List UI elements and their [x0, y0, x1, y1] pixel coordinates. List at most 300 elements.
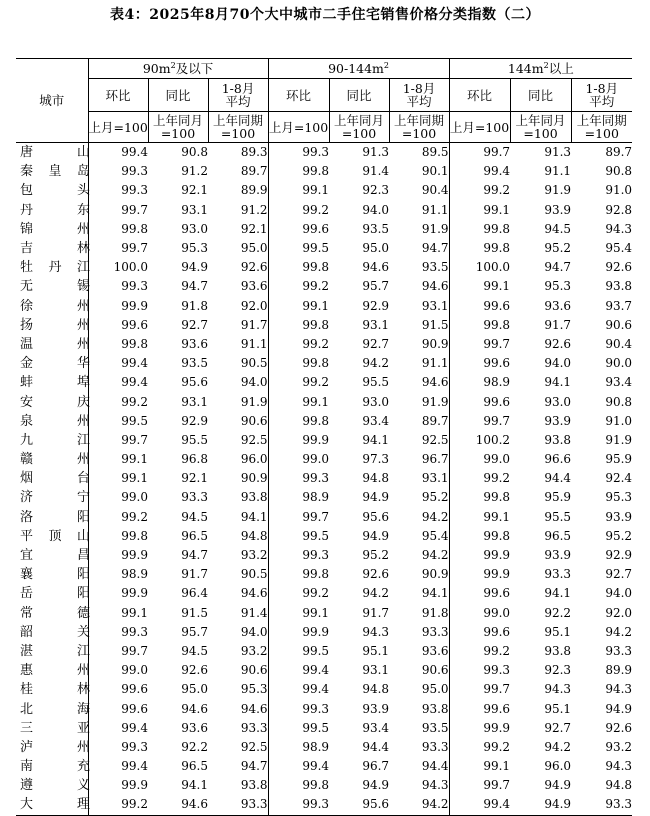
- index-value: 89.9: [240, 183, 268, 198]
- index-value: 92.8: [605, 202, 633, 217]
- index-value: 95.5: [544, 509, 572, 524]
- index-value: 99.4: [268, 757, 329, 776]
- index-value: 95.9: [544, 490, 572, 505]
- city-name: 韶 关: [20, 624, 90, 640]
- city-name: 泉 州: [20, 413, 90, 429]
- index-value: 93.3: [421, 739, 449, 754]
- index-value: 93.8: [240, 778, 268, 793]
- index-value: 93.6: [421, 643, 449, 658]
- index-value: 92.5: [240, 739, 268, 754]
- index-value: 92.0: [240, 298, 268, 313]
- index-value: 94.3: [421, 778, 449, 793]
- index-value: 99.8: [268, 412, 329, 431]
- index-value: 94.6: [421, 375, 449, 390]
- index-value: 94.2: [605, 624, 633, 639]
- index-value: 93.1: [421, 298, 449, 313]
- index-value: 99.0: [268, 450, 329, 469]
- index-value: 99.5: [268, 642, 329, 661]
- index-value: 91.2: [181, 164, 208, 179]
- index-value: 93.6: [240, 279, 268, 294]
- index-value: 99.2: [268, 201, 329, 220]
- index-value: 99.9: [88, 584, 148, 603]
- city-name: 烟 台: [20, 471, 90, 487]
- group-header-small: $90m^2$及以下: [88, 59, 268, 79]
- index-value: 93.4: [362, 720, 390, 735]
- index-value: 94.0: [240, 624, 268, 639]
- table-row: [16, 565, 632, 584]
- page-title: 表4：2025年8月70个大中城市二手住宅销售价格分类指数（二）: [110, 7, 540, 23]
- index-value: 91.7: [181, 567, 208, 582]
- index-value: 99.6: [88, 699, 148, 718]
- index-value: 93.5: [181, 356, 208, 371]
- index-value: 99.7: [88, 431, 148, 450]
- index-value: 93.3: [544, 567, 572, 582]
- index-value: 94.7: [181, 548, 208, 563]
- index-value: 100.0: [449, 258, 510, 277]
- index-value: 99.3: [88, 738, 148, 757]
- index-value: 90.4: [605, 336, 633, 351]
- city-name: 宜 昌: [20, 548, 90, 564]
- table-row: [16, 757, 632, 776]
- index-value: 92.3: [362, 183, 390, 198]
- index-value: 92.1: [181, 471, 208, 486]
- index-value: 93.1: [181, 394, 208, 409]
- index-value: 94.1: [181, 778, 208, 793]
- index-value: 93.3: [605, 797, 633, 812]
- index-value: 99.7: [449, 776, 510, 795]
- index-value: 93.9: [362, 701, 390, 716]
- index-value: 99.8: [88, 335, 148, 354]
- index-value: 99.7: [449, 335, 510, 354]
- index-value: 99.2: [268, 277, 329, 296]
- index-value: 93.4: [605, 375, 633, 390]
- index-value: 94.3: [605, 759, 633, 774]
- index-value: 98.9: [88, 565, 148, 584]
- city-name: 襄 阳: [20, 567, 90, 583]
- header-row-groups: [16, 59, 632, 79]
- index-value: 94.1: [421, 586, 449, 601]
- index-value: 94.1: [544, 375, 572, 390]
- index-value: 99.0: [449, 604, 510, 623]
- index-value: 93.6: [181, 336, 208, 351]
- index-value: 89.5: [421, 145, 449, 160]
- index-value: 92.2: [544, 605, 572, 620]
- index-value: 99.8: [268, 162, 329, 181]
- index-value: 99.8: [449, 527, 510, 546]
- index-value: 95.3: [605, 490, 633, 505]
- sub-header: 1-8月 平均: [571, 79, 632, 112]
- index-value: 99.7: [268, 508, 329, 527]
- base-header: 上月=100: [88, 112, 148, 143]
- header-row-bases: [16, 112, 632, 143]
- index-value: 92.0: [605, 605, 633, 620]
- index-value: 94.2: [421, 548, 449, 563]
- index-value: 99.9: [449, 719, 510, 738]
- index-value: 94.1: [240, 509, 268, 524]
- index-value: 99.3: [88, 623, 148, 642]
- index-value: 94.6: [240, 586, 268, 601]
- index-value: 99.9: [449, 546, 510, 565]
- index-value: 95.5: [181, 432, 208, 447]
- index-value: 94.8: [362, 471, 390, 486]
- index-value: 92.3: [544, 663, 572, 678]
- index-value: 94.4: [421, 759, 449, 774]
- index-value: 95.3: [181, 241, 208, 256]
- city-name: 牡 丹 江: [20, 260, 90, 276]
- index-value: 90.6: [421, 663, 449, 678]
- index-value: 99.6: [449, 623, 510, 642]
- index-value: 99.2: [88, 508, 148, 527]
- index-value: 94.7: [421, 241, 449, 256]
- table-row: [16, 508, 632, 527]
- index-value: 91.9: [421, 221, 449, 236]
- index-value: 99.9: [449, 565, 510, 584]
- index-value: 95.0: [362, 241, 390, 256]
- table-row: [16, 412, 632, 431]
- index-value: 99.8: [449, 220, 510, 239]
- index-value: 94.7: [240, 759, 268, 774]
- index-value: 100.0: [88, 258, 148, 277]
- table-row: [16, 623, 632, 642]
- index-value: 93.2: [240, 548, 268, 563]
- index-value: 99.7: [449, 143, 510, 163]
- index-value: 92.9: [362, 298, 390, 313]
- index-value: 93.0: [362, 394, 390, 409]
- index-value: 99.1: [88, 469, 148, 488]
- index-value: 96.7: [362, 759, 390, 774]
- index-value: 93.9: [544, 548, 572, 563]
- index-value: 95.0: [240, 241, 268, 256]
- index-value: 93.9: [544, 202, 572, 217]
- index-value: 94.2: [421, 509, 449, 524]
- index-value: 94.9: [362, 778, 390, 793]
- sub-header: 环比: [88, 79, 148, 112]
- table-row: [16, 795, 632, 815]
- index-value: 94.9: [181, 260, 208, 275]
- city-name: 济 宁: [20, 490, 90, 506]
- index-value: 92.6: [605, 260, 633, 275]
- table-row: [16, 527, 632, 546]
- index-value: 92.7: [605, 567, 633, 582]
- index-value: 99.3: [268, 795, 329, 815]
- index-value: 99.7: [88, 239, 148, 258]
- index-value: 94.5: [181, 643, 208, 658]
- table-row: [16, 450, 632, 469]
- index-value: 91.1: [240, 336, 268, 351]
- group-header-medium: $90-144m^2$: [268, 59, 449, 79]
- index-value: 95.2: [362, 548, 390, 563]
- index-value: 99.3: [268, 699, 329, 718]
- city-name: 唐 山: [20, 145, 90, 161]
- index-value: 99.2: [268, 335, 329, 354]
- index-value: 99.2: [268, 584, 329, 603]
- index-value: 99.2: [449, 738, 510, 757]
- index-value: 99.6: [449, 297, 510, 316]
- index-value: 91.4: [362, 164, 390, 179]
- index-value: 99.2: [88, 795, 148, 815]
- city-name: 惠 州: [20, 663, 90, 679]
- index-value: 95.0: [181, 682, 208, 697]
- city-name: 赣 州: [20, 452, 90, 468]
- index-value: 94.5: [544, 221, 572, 236]
- index-value: 93.1: [362, 317, 390, 332]
- index-value: 99.1: [88, 450, 148, 469]
- index-value: 99.1: [449, 508, 510, 527]
- index-value: 95.7: [181, 624, 208, 639]
- index-value: 99.2: [268, 373, 329, 392]
- index-value: 98.9: [449, 373, 510, 392]
- index-value: 94.2: [421, 797, 449, 812]
- index-value: 99.6: [88, 316, 148, 335]
- index-value: 93.7: [605, 298, 633, 313]
- index-value: 99.3: [88, 162, 148, 181]
- city-name: 徐 州: [20, 298, 90, 314]
- city-name: 常 德: [20, 605, 90, 621]
- city-name: 秦 皇 岛: [20, 164, 90, 180]
- index-value: 93.8: [421, 701, 449, 716]
- index-value: 99.8: [268, 354, 329, 373]
- index-value: 99.9: [88, 297, 148, 316]
- table-row: [16, 335, 632, 354]
- index-value: 96.4: [181, 586, 208, 601]
- index-value: 99.3: [88, 277, 148, 296]
- index-value: 99.5: [268, 239, 329, 258]
- index-value: 99.6: [449, 584, 510, 603]
- index-value: 94.6: [181, 701, 208, 716]
- index-value: 94.7: [181, 279, 208, 294]
- index-value: 93.5: [421, 720, 449, 735]
- index-value: 99.4: [449, 795, 510, 815]
- base-header: 上年同月 =100: [510, 112, 571, 143]
- index-value: 98.9: [268, 738, 329, 757]
- index-value: 92.6: [181, 663, 208, 678]
- index-value: 94.1: [362, 432, 390, 447]
- city-name: 桂 林: [20, 682, 90, 698]
- table-row: [16, 392, 632, 411]
- header-row-subs: [16, 79, 632, 112]
- index-value: 93.3: [240, 720, 268, 735]
- index-value: 89.3: [240, 145, 268, 160]
- index-value: 99.1: [449, 277, 510, 296]
- index-value: 95.2: [421, 490, 449, 505]
- table-row: [16, 220, 632, 239]
- index-value: 99.3: [268, 469, 329, 488]
- table-row: [16, 584, 632, 603]
- index-value: 95.3: [240, 682, 268, 697]
- index-value: 95.7: [362, 279, 390, 294]
- index-value: 99.5: [268, 527, 329, 546]
- index-value: 90.6: [240, 663, 268, 678]
- index-value: 94.9: [362, 490, 390, 505]
- index-value: 90.8: [181, 145, 208, 160]
- index-value: 92.5: [421, 432, 449, 447]
- index-value: 95.6: [362, 797, 390, 812]
- index-value: 89.9: [605, 663, 633, 678]
- index-value: 99.6: [88, 680, 148, 699]
- city-name: 三 亚: [20, 720, 90, 736]
- sub-header: 同比: [510, 79, 571, 112]
- table-row: [16, 297, 632, 316]
- index-value: 99.3: [268, 143, 329, 163]
- index-value: 94.0: [240, 375, 268, 390]
- city-name: 湛 江: [20, 643, 90, 659]
- index-value: 99.4: [268, 680, 329, 699]
- index-value: 91.5: [181, 605, 208, 620]
- index-value: 90.9: [421, 336, 449, 351]
- base-header: 上年同期 =100: [389, 112, 449, 143]
- index-value: 99.8: [449, 239, 510, 258]
- index-value: 99.3: [88, 181, 148, 200]
- index-value: 99.9: [88, 546, 148, 565]
- index-value: 99.4: [449, 162, 510, 181]
- index-value: 93.3: [181, 490, 208, 505]
- sub-header: 1-8月 平均: [208, 79, 268, 112]
- index-value: 91.9: [605, 432, 633, 447]
- index-value: 93.2: [240, 643, 268, 658]
- index-value: 99.5: [268, 719, 329, 738]
- index-value: 99.8: [88, 220, 148, 239]
- index-value: 94.2: [362, 586, 390, 601]
- index-value: 96.6: [544, 452, 572, 467]
- index-value: 91.4: [240, 605, 268, 620]
- index-value: 94.8: [240, 528, 268, 543]
- index-value: 91.9: [544, 183, 572, 198]
- index-value: 90.0: [605, 356, 633, 371]
- table-row: [16, 316, 632, 335]
- city-name: 北 海: [20, 701, 90, 717]
- table-row: [16, 469, 632, 488]
- index-value: 99.1: [88, 604, 148, 623]
- index-value: 93.1: [362, 663, 390, 678]
- index-value: 94.6: [362, 260, 390, 275]
- index-value: 99.9: [268, 431, 329, 450]
- table-row: [16, 143, 632, 163]
- index-value: 94.3: [362, 624, 390, 639]
- index-value: 93.5: [362, 221, 390, 236]
- index-value: 94.0: [362, 202, 390, 217]
- sub-header: 同比: [148, 79, 208, 112]
- index-value: 99.8: [449, 316, 510, 335]
- index-value: 90.9: [240, 471, 268, 486]
- index-value: 98.9: [268, 488, 329, 507]
- index-value: 99.1: [268, 392, 329, 411]
- index-value: 90.5: [240, 356, 268, 371]
- index-value: 92.2: [181, 739, 208, 754]
- city-name: 锦 州: [20, 221, 90, 237]
- index-value: 99.5: [88, 412, 148, 431]
- index-value: 89.7: [421, 413, 449, 428]
- index-value: 92.5: [240, 432, 268, 447]
- index-value: 91.7: [544, 317, 572, 332]
- city-name: 包 头: [20, 183, 90, 199]
- index-value: 99.8: [268, 258, 329, 277]
- index-value: 91.1: [544, 164, 572, 179]
- index-value: 99.6: [449, 392, 510, 411]
- table-row: [16, 201, 632, 220]
- index-value: 91.1: [421, 202, 449, 217]
- index-value: 99.1: [268, 604, 329, 623]
- index-value: 99.1: [449, 757, 510, 776]
- index-value: 95.2: [544, 241, 572, 256]
- index-value: 90.6: [605, 317, 633, 332]
- index-value: 94.4: [544, 471, 572, 486]
- city-name: 南 充: [20, 759, 90, 775]
- table-row: [16, 277, 632, 296]
- index-value: 90.8: [605, 394, 633, 409]
- index-value: 95.4: [421, 528, 449, 543]
- index-value: 91.9: [421, 394, 449, 409]
- index-value: 93.1: [421, 471, 449, 486]
- index-value: 89.7: [605, 145, 633, 160]
- city-header: 城市: [16, 59, 88, 143]
- index-value: 91.0: [605, 183, 633, 198]
- index-value: 94.3: [605, 682, 633, 697]
- base-header: 上年同月 =100: [148, 112, 208, 143]
- index-value: 96.8: [181, 452, 208, 467]
- index-value: 99.4: [268, 661, 329, 680]
- index-value: 92.9: [181, 413, 208, 428]
- index-value: 91.0: [605, 413, 633, 428]
- index-value: 90.8: [605, 164, 633, 179]
- index-value: 99.9: [88, 776, 148, 795]
- city-name: 扬 州: [20, 317, 90, 333]
- index-value: 92.1: [240, 221, 268, 236]
- index-value: 95.1: [544, 624, 572, 639]
- index-value: 93.8: [544, 643, 572, 658]
- index-value: 93.5: [421, 260, 449, 275]
- index-value: 92.4: [605, 471, 633, 486]
- index-value: 95.9: [605, 452, 633, 467]
- index-value: 95.0: [421, 682, 449, 697]
- index-value: 99.4: [88, 354, 148, 373]
- base-header: 上年同期 =100: [571, 112, 632, 143]
- index-value: 99.0: [449, 450, 510, 469]
- index-value: 91.8: [421, 605, 449, 620]
- index-value: 93.6: [544, 298, 572, 313]
- index-value: 99.2: [449, 469, 510, 488]
- table-row: [16, 488, 632, 507]
- index-value: 92.6: [240, 260, 268, 275]
- city-name: 安 庆: [20, 394, 90, 410]
- index-value: 91.3: [362, 145, 390, 160]
- index-value: 95.1: [544, 701, 572, 716]
- index-value: 99.1: [449, 201, 510, 220]
- table-row: [16, 546, 632, 565]
- base-header: 上年同月 =100: [329, 112, 389, 143]
- index-value: 92.6: [544, 336, 572, 351]
- index-value: 94.0: [544, 356, 572, 371]
- index-value: 99.7: [88, 201, 148, 220]
- city-name: 温 州: [20, 336, 90, 352]
- index-value: 93.9: [605, 509, 633, 524]
- table-row: [16, 738, 632, 757]
- price-index-table: [16, 58, 632, 816]
- index-value: 91.2: [240, 202, 268, 217]
- table-row: [16, 699, 632, 718]
- index-value: 96.5: [181, 759, 208, 774]
- index-value: 94.2: [362, 356, 390, 371]
- index-value: 92.7: [362, 336, 390, 351]
- index-value: 99.8: [268, 565, 329, 584]
- table-row: [16, 719, 632, 738]
- index-value: 94.2: [544, 739, 572, 754]
- index-value: 92.6: [605, 720, 633, 735]
- index-value: 91.9: [240, 394, 268, 409]
- index-value: 99.7: [449, 680, 510, 699]
- table-row: [16, 680, 632, 699]
- index-value: 94.9: [544, 797, 572, 812]
- index-value: 90.5: [240, 567, 268, 582]
